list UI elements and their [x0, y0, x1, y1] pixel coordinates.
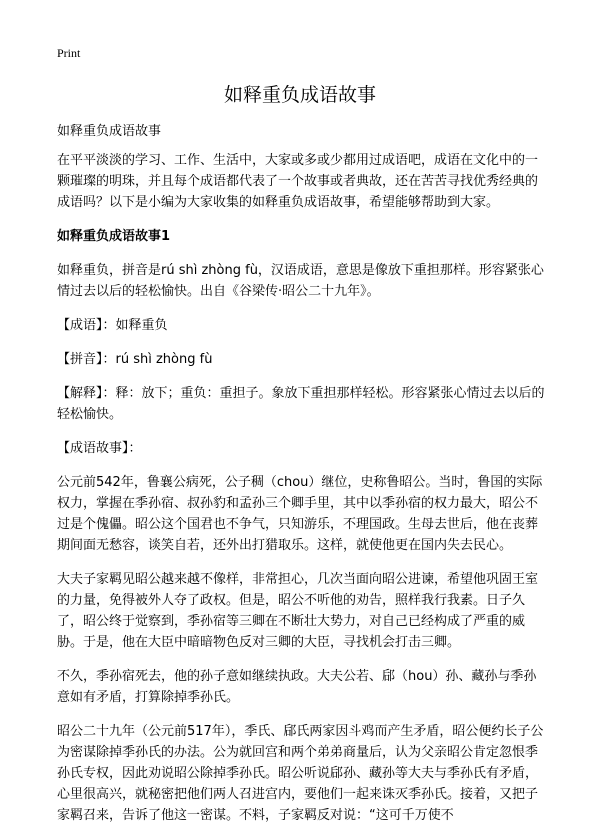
- paragraph-definition: 如释重负，拼音是rú shì zhòng fù，汉语成语，意思是像放下重担那样。形容紧张心情过去以后的轻松愉快。出自《谷梁传·昭公二十九年》。: [57, 263, 544, 299]
- section-heading: 如释重负成语故事1: [57, 229, 171, 244]
- print-link[interactable]: Print: [57, 46, 81, 60]
- page-title: 如释重负成语故事: [223, 84, 376, 106]
- paragraph-pinyin: 【拼音】：rú shì zhòng fù: [57, 352, 213, 367]
- paragraph-story-4: 昭公二十九年（公元前517年），季氏、郈氏两家因斗鸡而产生矛盾，昭公便约长子公为密谋除掉季孙氏的办法。公为就回宫和两个弟弟商量后，认为父亲昭公肯定忽恨季孙氏专权，因此劝说昭公除掉季孙氏。昭公听说郈孙、藏孙等大夫与季孙氏有矛盾，心里很高兴，就秘密把他们两人召进宫内，要他们一起来诛灭季孙氏。接着，又把子家羁召来，告诉了他这一密谋。不料，子家羁反对说：“这可千万使不: [57, 724, 544, 823]
- paragraph-story-label: 【成语故事】：: [57, 441, 142, 456]
- paragraph-explanation: 【解释】：释：放下；重负：重担子。象放下重担那样轻松。形容紧张心情过去以后的轻松愉快。: [57, 386, 545, 422]
- intro-paragraph: 在平平淡淡的学习、工作、生活中，大家或多或少都用过成语吧，成语在文化中的一颗璀璨的明珠，并且每个成语都代表了一个故事或者典故，还在苦苦寻找优秀经典的成语吗？以下是小编为大家收集的如释重负成语故事，希望能够帮助到大家。: [57, 153, 539, 210]
- paragraph-idiom: 【成语】：如释重负: [57, 318, 168, 333]
- paragraph-story-1: 公元前542年，鲁襄公病死，公子稠（chou）继位，史称鲁昭公。当时，鲁国的实际权力，掌握在季孙宿、叔孙豹和孟孙三个卿手里，其中以季孙宿的权力最大，昭公不过是个傀儡。昭公这个国君也不争气，只知游乐，不理国政。生母去世后，他在丧葬期间面无愁容，谈笑自若，还外出打猎取乐。这样，就使他更在国内失去民心。: [57, 475, 543, 553]
- article-body: [57, 121, 547, 839]
- paragraph-story-3: 不久，季孙宿死去，他的孙子意如继续执政。大夫公若、郈（hou）孙、藏孙与季孙意如有矛盾，打算除掉季孙氏。: [57, 669, 537, 705]
- paragraph-story-2: 大夫子家羁见昭公越来越不像样，非常担心，几次当面向昭公进谏，希望他巩固王室的力量，免得被外人夺了政权。但是，昭公不听他的劝告，照样我行我素。日子久了，昭公终于觉察到，季孙宿等三卿在不断壮大势力，对自己已经构成了严重的威胁。于是，他在大臣中暗暗物色反对三卿的大臣，寻找机会打击三卿。: [57, 572, 539, 650]
- article-subtitle: 如释重负成语故事: [57, 124, 162, 139]
